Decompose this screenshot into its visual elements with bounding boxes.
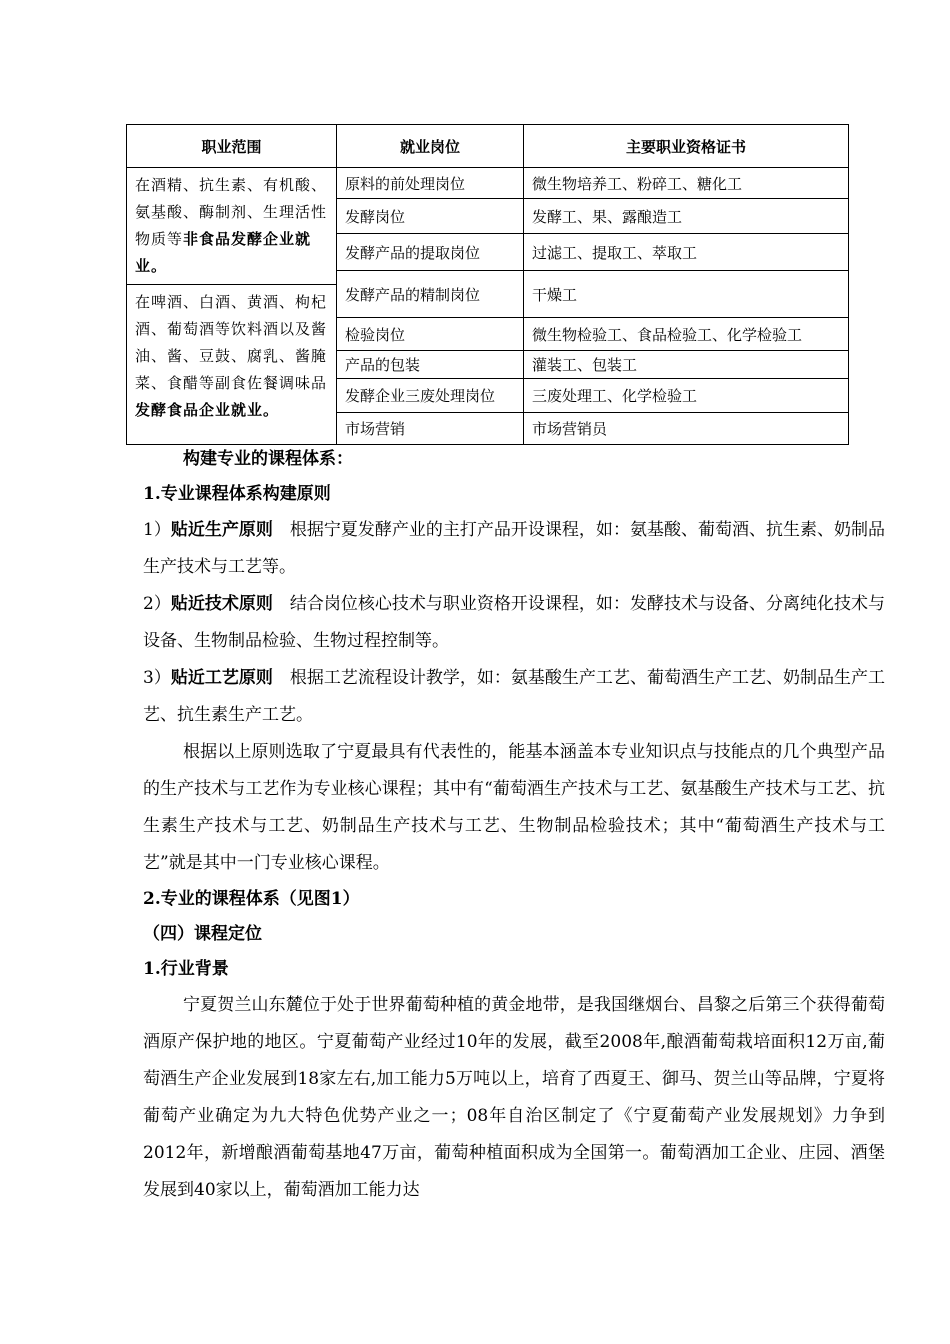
cert-cell: 发酵工、果、露酿造工 [524,199,849,234]
scope-non-food: 在酒精、抗生素、有机酸、氨基酸、酶制剂、生理活性物质等非食品发酵企业就业。 [127,168,337,285]
paragraph: 1）贴近生产原则 根据宁夏发酵产业的主打产品开设课程，如：氨基酸、葡萄酒、抗生素、奶制品生产技术与工艺等。 [143,520,885,577]
table-header-row [127,125,849,168]
post-cell: 发酵企业三废处理岗位 [337,379,524,413]
header-scope: 职业范围 [127,125,337,168]
post-cell: 产品的包装 [337,351,524,379]
paragraph: 3）贴近工艺原则 根据工艺流程设计教学，如：氨基酸生产工艺、葡萄酒生产工艺、奶制品生产工艺、抗生素生产工艺。 [143,668,885,725]
post-cell: 发酵产品的精制岗位 [337,271,524,318]
cert-cell: 微生物培养工、粉碎工、糖化工 [524,168,849,199]
post-cell: 检验岗位 [337,318,524,351]
body-text [143,442,885,1209]
cert-cell: 干燥工 [524,271,849,318]
paragraph: 2）贴近技术原则 结合岗位核心技术与职业资格开设课程，如：发酵技术与设备、分离纯化技术与设备、生物制品检验、生物过程控制等。 [143,594,885,651]
cert-cell: 过滤工、提取工、萃取工 [524,234,849,271]
employment-table [126,124,849,445]
section-title: 2.专业的课程体系（见图1） [143,889,360,909]
table-row [127,168,849,199]
section-title: 1.行业背景 [143,959,229,979]
cert-cell: 市场营销员 [524,413,849,445]
section-title: 1.专业课程体系构建原则 [143,484,331,504]
post-cell: 发酵产品的提取岗位 [337,234,524,271]
paragraph: 宁夏贺兰山东麓位于处于世界葡萄种植的黄金地带，是我国继烟台、昌黎之后第三个获得葡萄酒原产保护地的地区。宁夏葡萄产业经过10年的发展，截至2008年,酿酒葡萄栽培面积12万亩,葡萄酒生产企业发展到18家左右,加工能力5万吨以上，培育了西夏王、御马、贺兰山等品牌，宁夏将葡萄产业确定为九大特色优势产业之一；08年自治区制定了《宁夏葡萄产业发展规划》力争到2012年，新增酿酒葡萄基地47万亩，葡萄种植面积成为全国第一。葡萄酒加工企业、庄园、酒堡发展到40家以上，葡萄酒加工能力达 [143,995,885,1200]
post-cell: 原料的前处理岗位 [337,168,524,199]
cert-cell: 三废处理工、化学检验工 [524,379,849,413]
cert-cell: 微生物检验工、食品检验工、化学检验工 [524,318,849,351]
heading-course-system: 构建专业的课程体系： [183,449,353,469]
cert-cell: 灌装工、包装工 [524,351,849,379]
header-post: 就业岗位 [337,125,524,168]
section-title: （四）课程定位 [143,924,262,944]
post-cell: 发酵岗位 [337,199,524,234]
scope-food: 在啤酒、白酒、黄酒、枸杞酒、葡萄酒等饮料酒以及酱油、酱、豆鼓、腐乳、酱腌菜、食醋等副食佐餐调味品发酵食品企业就业。 [127,285,337,445]
paragraph: 根据以上原则选取了宁夏最具有代表性的，能基本涵盖本专业知识点与技能点的几个典型产品的生产技术与工艺作为专业核心课程；其中有“葡萄酒生产技术与工艺、氨基酸生产技术与工艺、抗生素生产技术与工艺、奶制品生产技术与工艺、生物制品检验技术；其中“葡萄酒生产技术与工艺”就是其中一门专业核心课程。 [143,742,885,873]
header-cert: 主要职业资格证书 [524,125,849,168]
post-cell: 市场营销 [337,413,524,445]
